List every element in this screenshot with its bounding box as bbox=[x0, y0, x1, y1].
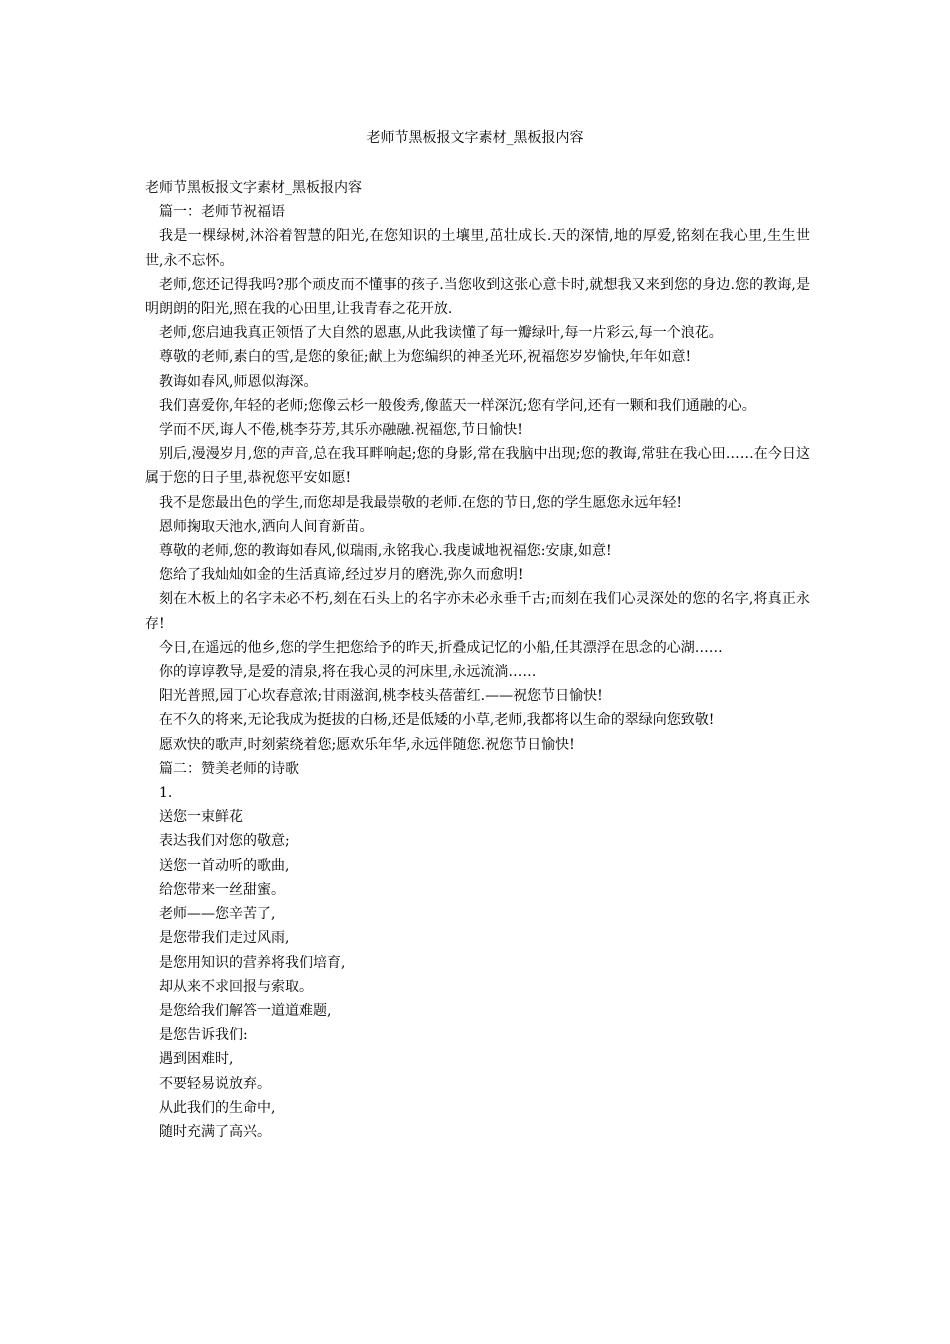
poem-line: 给您带来一丝甜蜜。 bbox=[159, 881, 285, 898]
paragraph: 尊敬的老师,您的教诲如春风,似瑞雨,永铭我心.我虔诚地祝福您:安康,如意! bbox=[159, 543, 612, 560]
poem-line: 送您一首动听的歌曲, bbox=[159, 857, 290, 874]
paragraph: 今日,在遥远的他乡,您的学生把您给予的昨天,折叠成记忆的小船,任其漂浮在思念的心湖…… bbox=[159, 639, 723, 656]
paragraph: 刻在木板上的名字未必不朽,刻在石头上的名字亦未必永垂千古;而刻在我们心灵深处的您的名字,将真正永存! bbox=[145, 591, 810, 632]
paragraph: 尊敬的老师,素白的雪,是您的象征;献上为您编织的神圣光环,祝福您岁岁愉快,年年如意! bbox=[159, 349, 692, 366]
poem-line: 随时充满了高兴。 bbox=[159, 1123, 271, 1140]
paragraph: 学而不厌,诲人不倦,桃李芬芳,其乐亦融融.祝福您,节日愉快! bbox=[159, 422, 523, 439]
poem-line: 送您一束鲜花 bbox=[159, 809, 243, 826]
paragraph: 您给了我灿灿如金的生活真谛,经过岁月的磨洗,弥久而愈明! bbox=[159, 567, 524, 584]
document-title: 老师节黑板报文字素材_黑板报内容 bbox=[366, 130, 584, 146]
document-body bbox=[145, 176, 810, 1144]
poem-line: 不要轻易说放弃。 bbox=[159, 1075, 271, 1092]
poem-line: 是您给我们解答一道道难题, bbox=[159, 1002, 332, 1019]
poem-line: 却从来不求回报与索取。 bbox=[159, 978, 313, 995]
paragraph: 我们喜爱你,年轻的老师;您像云杉一般俊秀,像蓝天一样深沉;您有学问,还有一颗和我们通融的心。 bbox=[159, 397, 756, 414]
paragraph: 你的谆谆教导,是爱的清泉,将在我心灵的河床里,永远流淌…… bbox=[159, 664, 537, 681]
poem-line: 是您带我们走过风雨, bbox=[159, 930, 290, 947]
paragraph: 教诲如春风,师恩似海深。 bbox=[159, 373, 318, 390]
poem-line: 老师——您辛苦了, bbox=[159, 906, 276, 923]
paragraph: 阳光普照,园丁心坎春意浓;甘雨滋润,桃李枝头蓓蕾红.——祝您节日愉快! bbox=[159, 688, 603, 705]
paragraph: 老师,您还记得我吗?那个顽皮而不懂事的孩子.当您收到这张心意卡时,就想我又来到您的身边.您的教诲,是明朗朗的阳光,照在我的心田里,让我青春之花开放. bbox=[145, 276, 810, 318]
poem-line: 遇到困难时, bbox=[159, 1051, 234, 1068]
paragraph: 我是一棵绿树,沐浴着智慧的阳光,在您知识的土壤里,茁壮成长.天的深情,地的厚爱,铭刻在我心里,生生世世,永不忘怀。 bbox=[145, 228, 810, 269]
section-title: 篇一：老师节祝福语 bbox=[159, 204, 285, 221]
paragraph: 愿欢快的歌声,时刻萦绕着您;愿欢乐年华,永远伴随您.祝您节日愉快! bbox=[159, 736, 575, 753]
paragraph: 老师,您启迪我真正领悟了大自然的恩惠,从此我读懂了每一瓣绿叶,每一片彩云,每一个浪花。 bbox=[159, 325, 723, 342]
poem-line: 表达我们对您的敬意; bbox=[159, 833, 290, 850]
poem-line: 是您告诉我们: bbox=[159, 1027, 248, 1044]
paragraph: 别后,漫漫岁月,您的声音,总在我耳畔响起;您的身影,常在我脑中出现;您的教诲,常驻在我心田……在今日这属于您的日子里,恭祝您平安如愿! bbox=[145, 446, 810, 487]
paragraph: 在不久的将来,无论我成为挺拔的白杨,还是低矮的小草,老师,我都将以生命的翠绿向您致敬! bbox=[159, 712, 715, 729]
poem-line: 从此我们的生命中, bbox=[159, 1099, 276, 1116]
poem-number: 1. bbox=[159, 785, 173, 802]
section-title: 篇二：赞美老师的诗歌 bbox=[159, 760, 299, 777]
paragraph: 恩师掬取天池水,洒向人间育新苗。 bbox=[159, 518, 374, 535]
paragraph: 我不是您最出色的学生,而您却是我最崇敬的老师.在您的节日,您的学生愿您永远年轻! bbox=[159, 494, 682, 511]
body-heading: 老师节黑板报文字素材_黑板报内容 bbox=[145, 180, 362, 196]
poem-line: 是您用知识的营养将我们培育, bbox=[159, 954, 346, 971]
